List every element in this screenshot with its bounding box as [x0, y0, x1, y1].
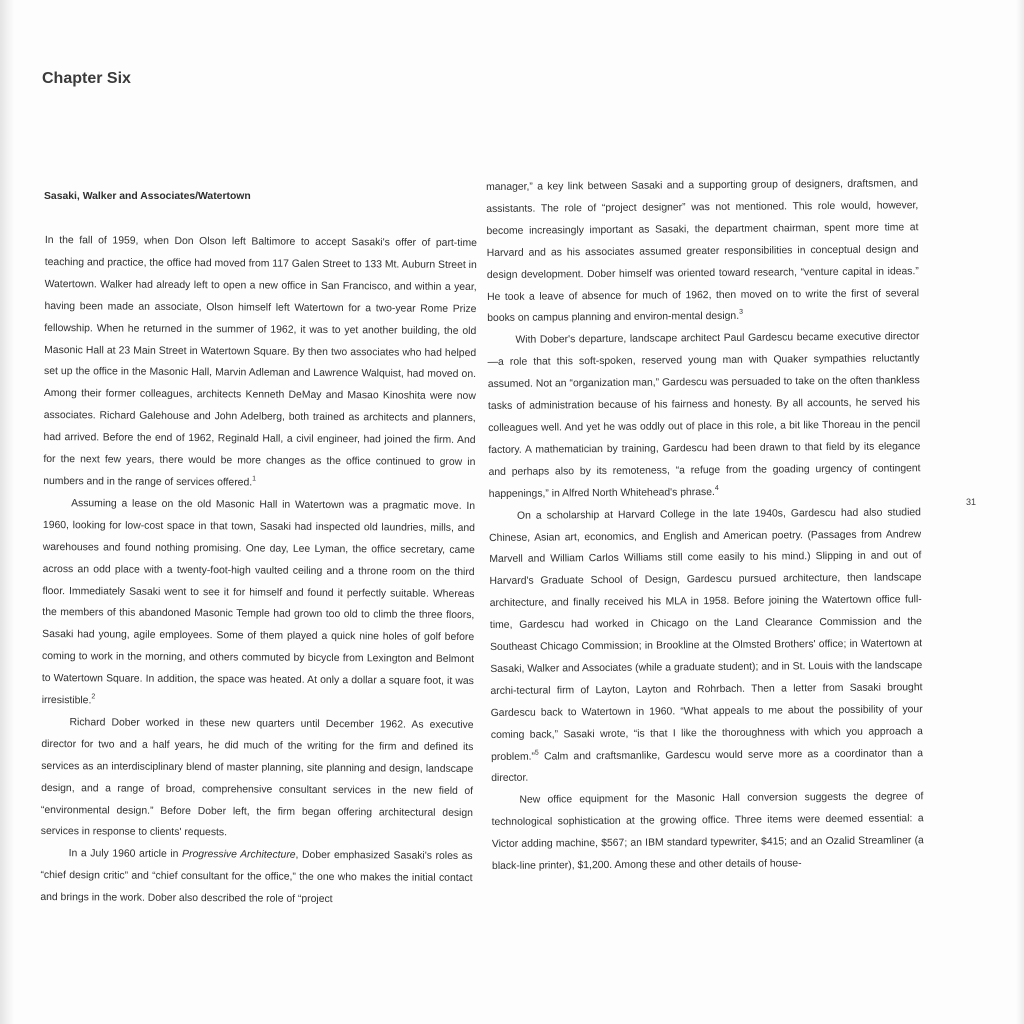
binding-shadow: [0, 0, 14, 1024]
paragraph: With Dober's departure, landscape architect Paul Gardescu became executive director—a role that this soft-spoken, reserved young man with Quaker sympathies reluctantly assumed. Not an “organization man,” Gardescu was persuaded to take on the often thankless tasks of administration because of his fairness and honesty. By all accounts, he served his colleagues well. And yet he was oddly out of place in this role, a bit like Thoreau in the pencil factory. A mathematician by training, Gardescu had been drawn to that field by its elegance and perhaps also by its remoteness, “a refuge from the goading urgency of contingent happenings,” in Alfred North Whitehead's phrase.$^4$: [487, 331, 921, 500]
publication-title: Progressive Architecture: [182, 849, 296, 862]
paragraph: Richard Dober worked in these new quarters until December 1962. As executive director for two and a half years, he did much of the writing for the firm and defined its services as an interdisciplinary blend of master planning, site planning and design, landscape design, and a range of broad, comprehensive consultant services in the new field of “environmental design.” Before Dober left, the firm began offering architectural design services in response to clients' requests.: [40, 717, 474, 839]
page-number: 31: [966, 497, 977, 507]
paragraph: manager,” a key link between Sasaki and a supporting group of designers, draftsmen, and assistants. The role of “project designer” was not mentioned. This role would, however, become increasingly important as Sasaki, the department chairman, spent more time at Harvard and as his associates assumed greater responsibilities in conceptual design and design development. Dober himself was oriented toward research, “venture capital in ideas.” He took a leave of absence for much of 1962, then moved on to write the first of several books on campus planning and environ-mental design.$^3$: [486, 178, 920, 325]
page-edge: [1016, 0, 1024, 1024]
paragraph: Assuming a lease on the old Masonic Hall in Watertown was a pragmatic move. In 1960, looking for low-cost space in that town, Sasaki had inspected old laundries, mills, and warehouses and found nothing promising. One day, Lee Lyman, the office secretary, came across an odd place with a twenty-foot-high vaulted ceiling and a throne room on the third floor. Immediately Sasaki went to see it for himself and found it perfectly suitable. Whereas the members of this abandoned Masonic Temple had grown too old to climb the three floors, Sasaki had young, agile employees. Some of them played a quick nine holes of golf before coming to work in the morning, and others commuted by bicycle from Lexington and Belmont to Watertown Square. In addition, the space was heated. At only a dollar a square foot, it was irresistible.$^2$: [41, 498, 476, 707]
right-column: [486, 173, 924, 878]
footnote-ref: 4: [714, 484, 719, 492]
footnote-ref: 5: [534, 749, 539, 757]
paragraph: New office equipment for the Masonic Hall conversion suggests the degree of technological sophistication at the growing office. Three items were deemed essential: a Victor adding machine, $567; an IBM standard typewriter, $415; and an Ozalid Streamliner (a black-line printer), $1,200. Among these and other details of house-: [491, 791, 924, 873]
footnote-ref: 2: [91, 693, 96, 701]
footnote-ref: 1: [252, 475, 257, 483]
paragraph: In the fall of 1959, when Don Olson left Baltimore to accept Sasaki's offer of part-time teaching and practice, the office had moved from 117 Galen Street to 133 Mt. Auburn Street in Watertown. Walker had already left to open a new office in San Francisco, and within a year, having been made an associate, Olson himself left Watertown for a two-year Rome Prize fellowship. When he returned in the summer of 1962, it was to yet another building, the old Masonic Hall at 23 Main Street in Watertown Square. By then two associates who had helped set up the office in the Masonic Hall, Marvin Adleman and Lawrence Walquist, had moved on. Among their former colleagues, architects Kenneth DeMay and Masao Kinoshita were now associates. Richard Galehouse and John Adelberg, both trained as architects and planners, had arrived. Before the end of 1962, Reginald Hall, a civil engineer, had joined the firm. And for the next few years, there would be more changes as the office continued to grow in numbers and in the range of services offered.$^1$: [43, 234, 477, 489]
paragraph: On a scholarship at Harvard College in the late 1940s, Gardescu had also studied Chinese, Asian art, economics, and English and American poetry. (Passages from Andrew Marvell and William Carlos Williams still come easily to his mind.) Slipping in and out of Harvard's Graduate School of Design, Gardescu pursued architecture, then landscape architecture, and finally received his MLA in 1958. Before joining the Watertown office full-time, Gardescu had worked in Chicago on the Land Clearance Commission and the Southeast Chicago Commission; in Brookline at the Olmsted Brothers' office; in Watertown at Sasaki, Walker and Associates (while a graduate student); and in St. Louis with the landscape archi-tectural firm of Layton, Layton and Rohrbach. Then a letter from Sasaki brought Gardescu back to Watertown in 1960. “What appeals to me about the possibility of your coming back,” Sasaki wrote, “is that I like the thoroughness with which you approach a problem.”$^5$ Calm and craftsmanlike, Gardescu would serve more as a coordinator than a director.: [489, 506, 924, 785]
left-column: [40, 230, 477, 912]
footnote-ref: 3: [739, 309, 743, 317]
section-heading: Sasaki, Walker and Associates/Watertown: [44, 191, 251, 202]
paragraph: In a July 1960 article in Progressive Architecture, Dober emphasized Sasaki's roles as “chief design critic” and “chief consultant for the office,” the one who makes the initial contact and brings in the work. Dober also described the role of “project: [40, 848, 473, 906]
chapter-title: Chapter Six: [42, 70, 131, 87]
